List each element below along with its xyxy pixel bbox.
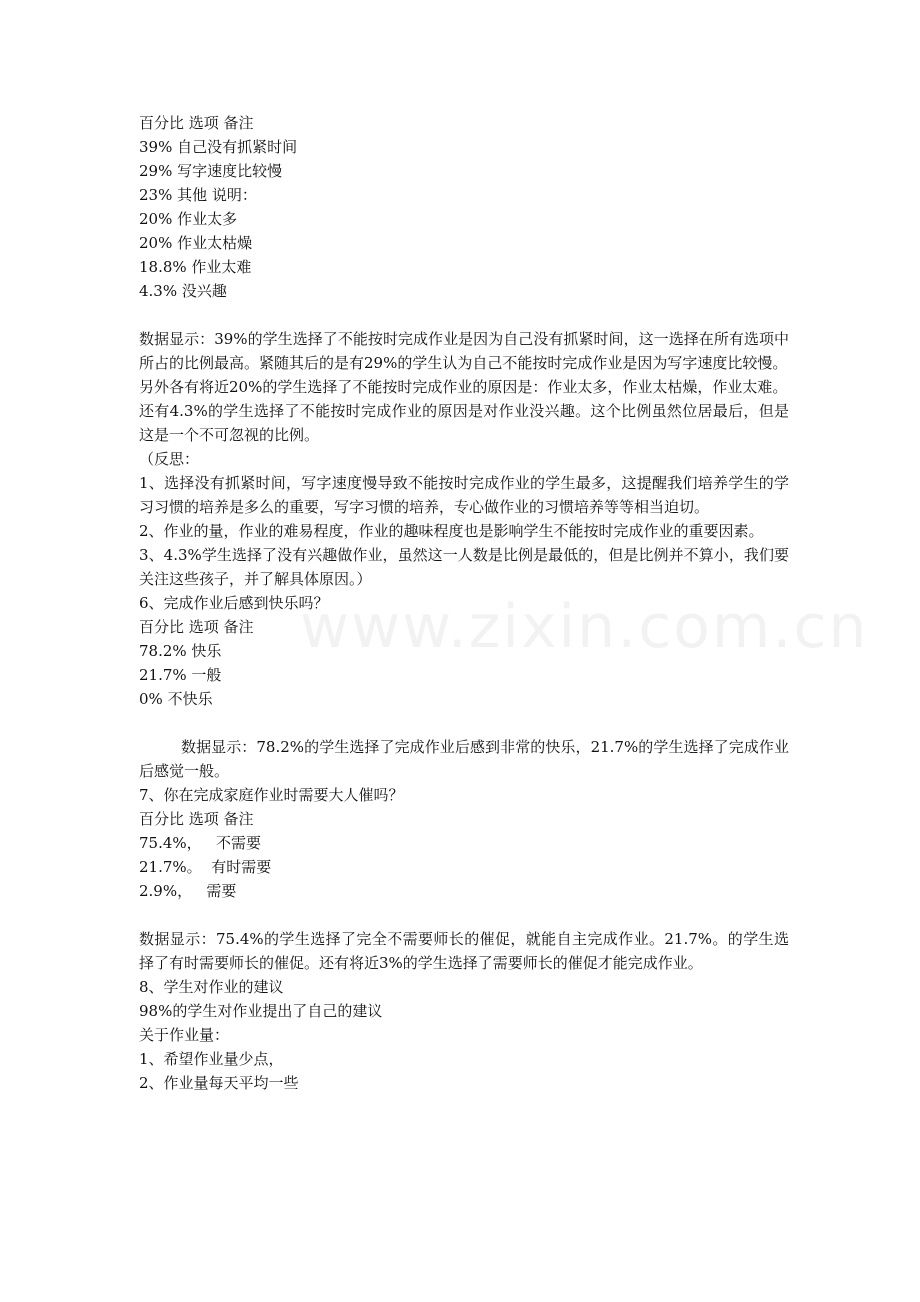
question-heading: 7、你在完成家庭作业时需要大人催吗？	[139, 786, 404, 804]
paragraph: （反思：	[139, 450, 200, 468]
list-item: 21.7%。 有时需要	[139, 858, 272, 876]
list-item: 23% 其他 说明：	[139, 186, 257, 204]
paragraph: 数据显示：39%的学生选择了不能按时完成作业是因为自己没有抓紧时间，这一选择在所有选项中所占的比例最高。紧随其后的是有29%的学生认为自己不能按时完成作业是因为写字速度比较慢。	[139, 330, 789, 372]
question-heading: 8、学生对作业的建议	[139, 978, 284, 996]
list-item: 20% 作业太多	[139, 210, 238, 228]
paragraph: 另外各有将近20%的学生选择了不能按时完成作业的原因是：作业太多，作业太枯燥，作业太难。	[139, 378, 788, 396]
blank-line	[139, 903, 789, 927]
list-item: 78.2% 快乐	[139, 642, 222, 660]
watermark: www.zixin.com.cn	[300, 592, 869, 662]
table-header: 百分比 选项 备注	[139, 114, 254, 132]
question-heading: 6、完成作业后感到快乐吗？	[139, 594, 329, 612]
list-item: 75.4%， 不需要	[139, 834, 261, 852]
list-item: 98%的学生对作业提出了自己的建议	[139, 1002, 383, 1020]
list-item: 2、作业量每天平均一些	[139, 1074, 299, 1092]
paragraph: 还有4.3%的学生选择了不能按时完成作业的原因是对作业没兴趣。这个比例虽然位居最后，但是这是一个不可忽视的比例。	[139, 402, 789, 444]
list-item: 29% 写字速度比较慢	[139, 162, 283, 180]
blank-line	[139, 711, 789, 735]
document-body	[139, 111, 789, 1095]
table-header: 百分比 选项 备注	[139, 618, 254, 636]
paragraph: 3、4.3%学生选择了没有兴趣做作业，虽然这一人数是比例是最低的，但是比例并不算小，我们要关注这些孩子，并了解具体原因。）	[139, 546, 789, 588]
blank-line	[139, 303, 789, 327]
table-header: 百分比 选项 备注	[139, 810, 254, 828]
list-item: 39% 自己没有抓紧时间	[139, 138, 298, 156]
paragraph: 2、作业的量，作业的难易程度，作业的趣味程度也是影响学生不能按时完成作业的重要因素。	[139, 522, 764, 540]
list-item: 21.7% 一般	[139, 666, 222, 684]
list-item: 4.3% 没兴趣	[139, 282, 227, 300]
list-item: 2.9%， 需要	[139, 882, 237, 900]
paragraph: 1、选择没有抓紧时间，写字速度慢导致不能按时完成作业的学生最多，这提醒我们培养学生的学习习惯的培养是多么的重要，写字习惯的培养，专心做作业的习惯培养等等相当迫切。	[139, 474, 789, 516]
list-item: 1、希望作业量少点，	[139, 1050, 284, 1068]
paragraph: 数据显示：78.2%的学生选择了完成作业后感到非常的快乐，21.7%的学生选择了完成作业后感觉一般。	[139, 738, 789, 780]
list-item: 18.8% 作业太难	[139, 258, 252, 276]
list-item: 0% 不快乐	[139, 690, 213, 708]
list-item: 关于作业量：	[139, 1026, 230, 1044]
list-item: 20% 作业太枯燥	[139, 234, 253, 252]
paragraph: 数据显示：75.4%的学生选择了完全不需要师长的催促，就能自主完成作业。21.7%。的学生选择了有时需要师长的催促。还有将近3%的学生选择了需要师长的催促才能完成作业。	[139, 930, 789, 972]
